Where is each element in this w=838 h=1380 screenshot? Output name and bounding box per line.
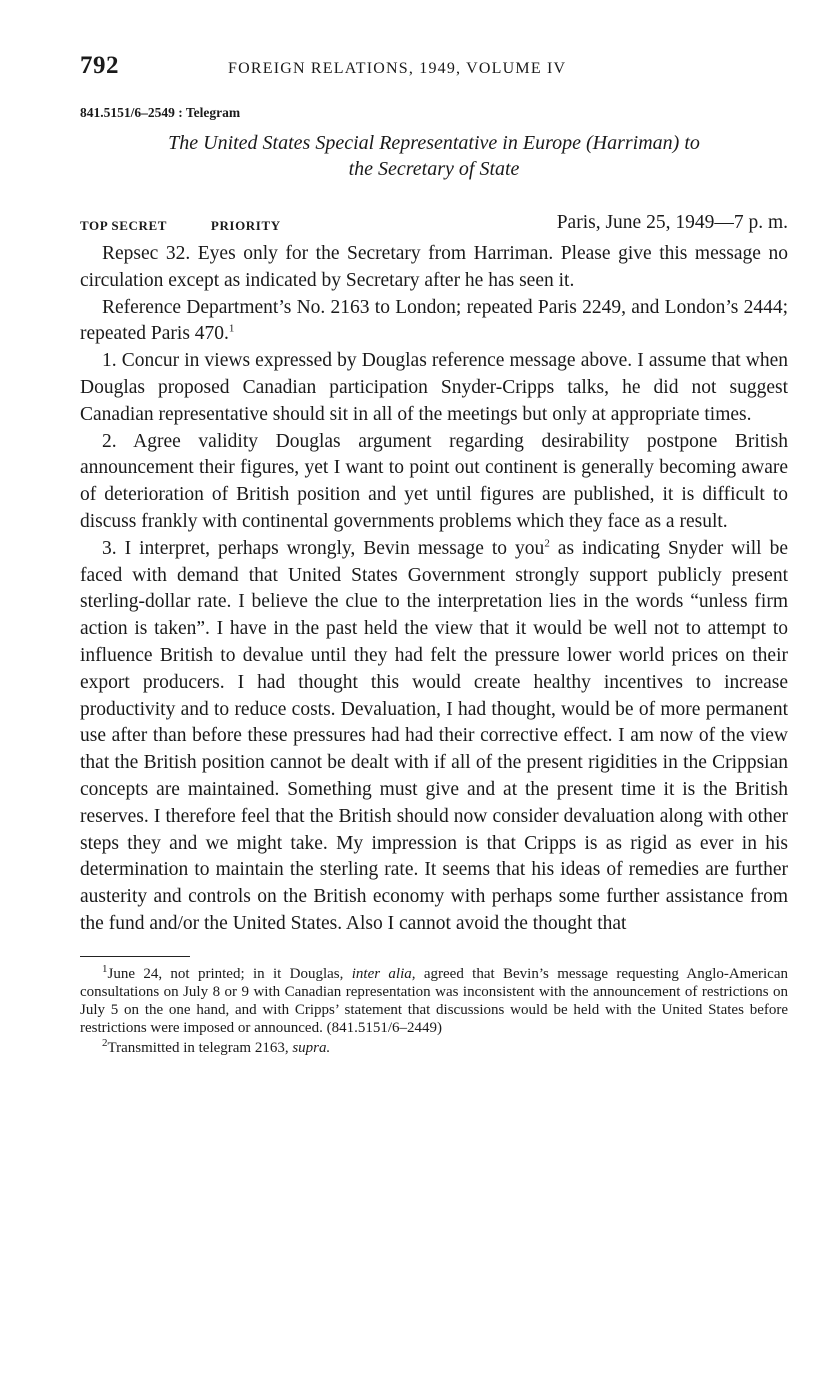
file-reference: 841.5151/6–2549 : Telegram <box>80 105 241 120</box>
page-header <box>80 52 788 88</box>
footnote-1-text-b: agreed that Bevin’s message requesting Anglo-American consultations on July 8 or 9 with Canadian representation was inconsistent with the announcement of restrictions on July 5 on the one hand, and with Cripps’ statement that discussions would be held with the United States before restrictions were imposed or announced. (841.5151/6–2449) <box>80 965 788 1036</box>
document-page <box>80 52 788 1057</box>
footnote-2-text-a: Transmitted in telegram 2163, <box>107 1039 293 1056</box>
footnote-2 <box>80 1036 788 1057</box>
footnote-2-mark: 2 <box>102 1036 108 1049</box>
paragraph-4: 2. Agree validity Douglas argument regarding desirability postpone British announcement their figures, yet I want to point out continent is generally becoming aware of deterioration of British position and yet until figures are published, it is difficult to discuss frankly with continental governments problems which they face as a result. <box>80 430 788 532</box>
footnote-ref-2: 2 <box>544 537 550 550</box>
footnote-divider <box>80 956 190 957</box>
footnote-1-italic: inter alia, <box>351 965 416 982</box>
page-number: 792 <box>80 52 119 79</box>
precedence: PRIORITY <box>210 218 281 233</box>
paragraph-2-text: Reference Department’s No. 2163 to London; repeated Paris 2249, and London’s 2444; repeated Paris 470. <box>80 296 788 345</box>
paragraph-5-text-a: 3. I interpret, perhaps wrongly, Bevin message to you <box>102 537 545 559</box>
paragraph-2 <box>80 295 788 349</box>
title-line-1: The United States Special Representative in Europe (Harriman) to <box>168 132 700 154</box>
telegram-meta <box>80 212 788 240</box>
document-title <box>80 130 788 182</box>
footnotes <box>80 962 788 1057</box>
footnote-1-text-a: June 24, not printed; in it Douglas, <box>107 965 352 982</box>
paragraph-5-text-b: as indicating Snyder will be faced with demand that United States Government strongly support publicly present sterling-dollar rate. I believe the clue to the interpretation lies in the words “unless firm action is taken”. I have in the past held the view that it would be well not to attempt to influence British to devalue until they had felt the pressure lower world prices on their export producers. I had thought this would create healthy incentives to increase productivity and to reduce costs. Devaluation, I had thought, would be of more permanent use after than before these pressures had had their corrective effect. I am now of the view that the British position cannot be dealt with if all of the present rigidities in the Crippsian concepts are maintained. Something must give and at the present time it is the British reserves. I therefore feel that the British should now consider devaluation along with other steps they and we might take. My impression is that Cripps is as rigid as ever in his determination to maintain the sterling rate. It seems that his ideas of remedies are further austerity and controls on the British economy with perhaps some further assistance from the fund and/or the United States. Also I cannot avoid the thought that <box>80 537 788 934</box>
paragraph-5 <box>80 536 788 938</box>
paragraph-3: 1. Concur in views expressed by Douglas reference message above. I assume that when Douglas proposed Canadian participation Snyder-Cripps talks, he did not suggest Canadian representative should sit in all of the meetings but only at appropriate times. <box>80 350 788 425</box>
telegram-body <box>80 241 788 938</box>
footnote-1-mark: 1 <box>102 962 108 975</box>
running-head: FOREIGN RELATIONS, 1949, VOLUME IV <box>228 60 567 77</box>
footnote-2-italic: supra. <box>292 1039 331 1056</box>
title-line-2: the Secretary of State <box>348 158 520 180</box>
meta-left <box>80 218 321 234</box>
paragraph-1: Repsec 32. Eyes only for the Secretary from Harriman. Please give this message no circulation except as indicated by Secretary after he has seen it. <box>80 243 788 291</box>
classification: TOP SECRET <box>80 218 168 233</box>
footnote-1 <box>80 962 788 1037</box>
footnote-ref-1: 1 <box>228 322 235 335</box>
place-date: Paris, June 25, 1949—7 p. m. <box>556 212 788 233</box>
